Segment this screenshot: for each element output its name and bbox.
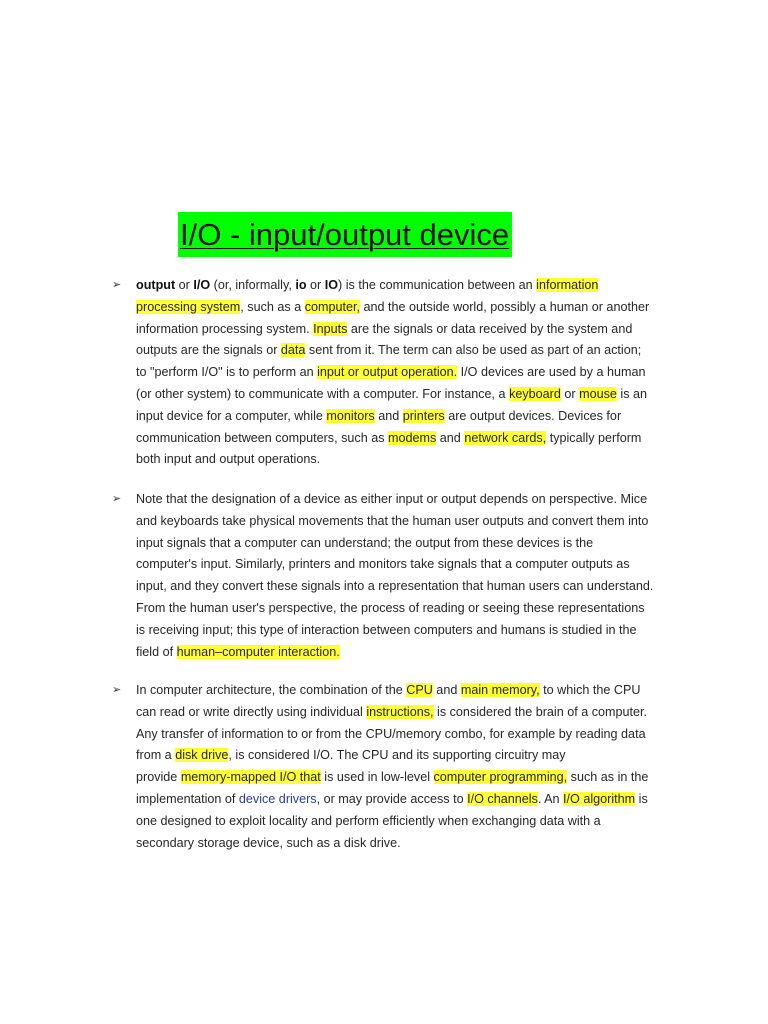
text-segment: to which the CPU — [539, 683, 641, 697]
highlighted-term: disk drive — [175, 748, 229, 763]
highlighted-term: mouse — [579, 386, 617, 401]
text-segment: , is considered I/O. The CPU and its supporting circuitry may — [228, 748, 566, 763]
highlighted-term: I/O algorithm — [563, 791, 636, 806]
text-segment: and — [432, 683, 461, 697]
bullet-arrow-icon: ➢ — [112, 279, 122, 291]
bold-term: io — [295, 278, 307, 292]
text-segment: (or, informally, — [210, 278, 296, 292]
text-segment: or — [560, 386, 580, 401]
paragraph-2 — [112, 489, 676, 663]
paragraph-lines — [136, 680, 676, 854]
text-segment: are the signals or data received by the system and — [347, 321, 633, 336]
text-segment: implementation of — [136, 791, 239, 806]
text-segment: information processing system. — [136, 321, 314, 336]
text-line — [136, 620, 676, 642]
highlighted-term: CPU — [406, 683, 433, 697]
text-line — [136, 489, 676, 511]
text-segment: Note that the designation of a device as either input or output depends on perspective. Mice — [136, 492, 648, 506]
text-segment: computer's input. Similarly, printers and monitors take signals that a computer outputs as — [136, 557, 630, 572]
highlighted-term: main memory, — [460, 683, 540, 697]
text-line — [136, 340, 676, 362]
text-segment: and — [374, 408, 403, 423]
text-segment: From the human user's perspective, the process of reading or seeing these representations — [136, 600, 645, 615]
highlighted-term: I/O channels — [467, 791, 538, 806]
text-segment: is receiving input; this type of interaction between computers and humans is studied in the — [136, 622, 637, 637]
text-line — [136, 702, 676, 724]
text-segment: Any transfer of information to or from the CPU/memory combo, for example by reading data — [136, 726, 646, 741]
text-segment: or — [175, 278, 194, 292]
text-segment: and keyboards take physical movements that the human user outputs and convert them into — [136, 513, 649, 528]
highlighted-term: network cards, — [464, 430, 547, 445]
paragraph-3 — [112, 680, 676, 854]
text-segment: from a — [136, 748, 176, 763]
highlighted-term: Inputs — [313, 321, 348, 336]
text-segment: to "perform I/O" is to perform an — [136, 365, 318, 380]
text-line — [136, 533, 676, 555]
text-segment: and the outside world, possibly a human or another — [360, 299, 650, 314]
paragraph-1 — [112, 275, 676, 471]
paragraph-lines — [136, 275, 676, 471]
text-segment: or — [306, 278, 325, 292]
text-segment: such as in the — [567, 770, 649, 785]
text-line — [136, 680, 676, 702]
text-line — [136, 554, 676, 576]
text-segment: input, and they convert these signals into a representation that human users can understand. — [136, 579, 654, 594]
highlighted-term: computer, — [304, 299, 361, 314]
highlighted-term: processing system — [136, 299, 241, 314]
highlighted-term: instructions, — [366, 704, 434, 719]
text-segment: can read or write directly using individual — [136, 704, 367, 719]
text-segment: outputs are the signals or — [136, 343, 281, 358]
highlighted-term: input or output operation. — [317, 365, 458, 380]
bold-term: IO — [324, 278, 339, 292]
text-segment: input device for a computer, while — [136, 408, 327, 423]
text-segment: sent from it. The term can also be used as part of an action; — [305, 343, 642, 358]
text-line — [136, 428, 676, 450]
page-title: I/O - input/output device — [178, 212, 512, 257]
text-line — [136, 576, 676, 598]
text-line — [136, 642, 676, 664]
text-segment: In computer architecture, the combination of the — [136, 683, 407, 697]
highlighted-term: memory-mapped I/O that — [180, 770, 321, 785]
text-segment: one designed to exploit locality and perform efficiently when exchanging data with a — [136, 813, 601, 828]
text-line — [136, 833, 676, 855]
text-line — [136, 767, 676, 789]
highlighted-term: modems — [388, 430, 437, 445]
bold-term: I/O — [193, 278, 211, 292]
text-line — [136, 811, 676, 833]
highlighted-term: information — [536, 278, 599, 292]
text-line — [136, 297, 676, 319]
text-segment: , or may provide access to — [316, 791, 468, 806]
text-line — [136, 406, 676, 428]
highlighted-term: keyboard — [509, 386, 561, 401]
text-line — [136, 789, 676, 811]
text-segment: both input and output operations. — [136, 452, 321, 467]
text-line — [136, 511, 676, 533]
text-line — [136, 319, 676, 341]
text-line — [136, 362, 676, 384]
text-segment: are output devices. Devices for — [444, 408, 622, 423]
text-line — [136, 449, 676, 471]
highlighted-term: data — [280, 343, 306, 358]
text-segment: field of — [136, 644, 177, 659]
highlighted-term: printers — [402, 408, 445, 423]
text-segment: . An — [537, 791, 564, 806]
highlighted-term: computer programming, — [433, 770, 568, 785]
text-line — [136, 745, 676, 767]
text-segment: is considered the brain of a computer. — [433, 704, 648, 719]
text-line — [136, 598, 676, 620]
text-segment: input signals that a computer can understand; the output from these devices is the — [136, 535, 594, 550]
bullet-arrow-icon: ➢ — [112, 493, 122, 505]
text-segment: ) is the communication between an — [338, 278, 537, 292]
text-segment: (or other system) to communicate with a computer. For instance, a — [136, 386, 510, 401]
text-segment: is — [635, 791, 648, 806]
text-segment: secondary storage device, such as a disk drive. — [136, 835, 401, 850]
text-segment: is an — [616, 386, 647, 401]
text-line — [136, 384, 676, 406]
bullet-arrow-icon: ➢ — [112, 684, 122, 696]
paragraph-lines — [136, 489, 676, 663]
highlighted-term: monitors — [326, 408, 375, 423]
text-segment: typically perform — [546, 430, 642, 445]
bold-term: output — [136, 278, 176, 292]
highlighted-term: human–computer interaction. — [176, 644, 340, 659]
link-device-drivers[interactable]: device drivers — [238, 791, 317, 806]
text-line — [136, 724, 676, 746]
text-segment: provide — [136, 770, 181, 785]
text-segment: I/O devices are used by a human — [457, 365, 646, 380]
text-segment: is used in low-level — [320, 770, 434, 785]
text-segment: communication between computers, such as — [136, 430, 388, 445]
text-segment: , such as a — [240, 299, 305, 314]
text-segment: and — [436, 430, 465, 445]
text-line — [136, 275, 676, 297]
